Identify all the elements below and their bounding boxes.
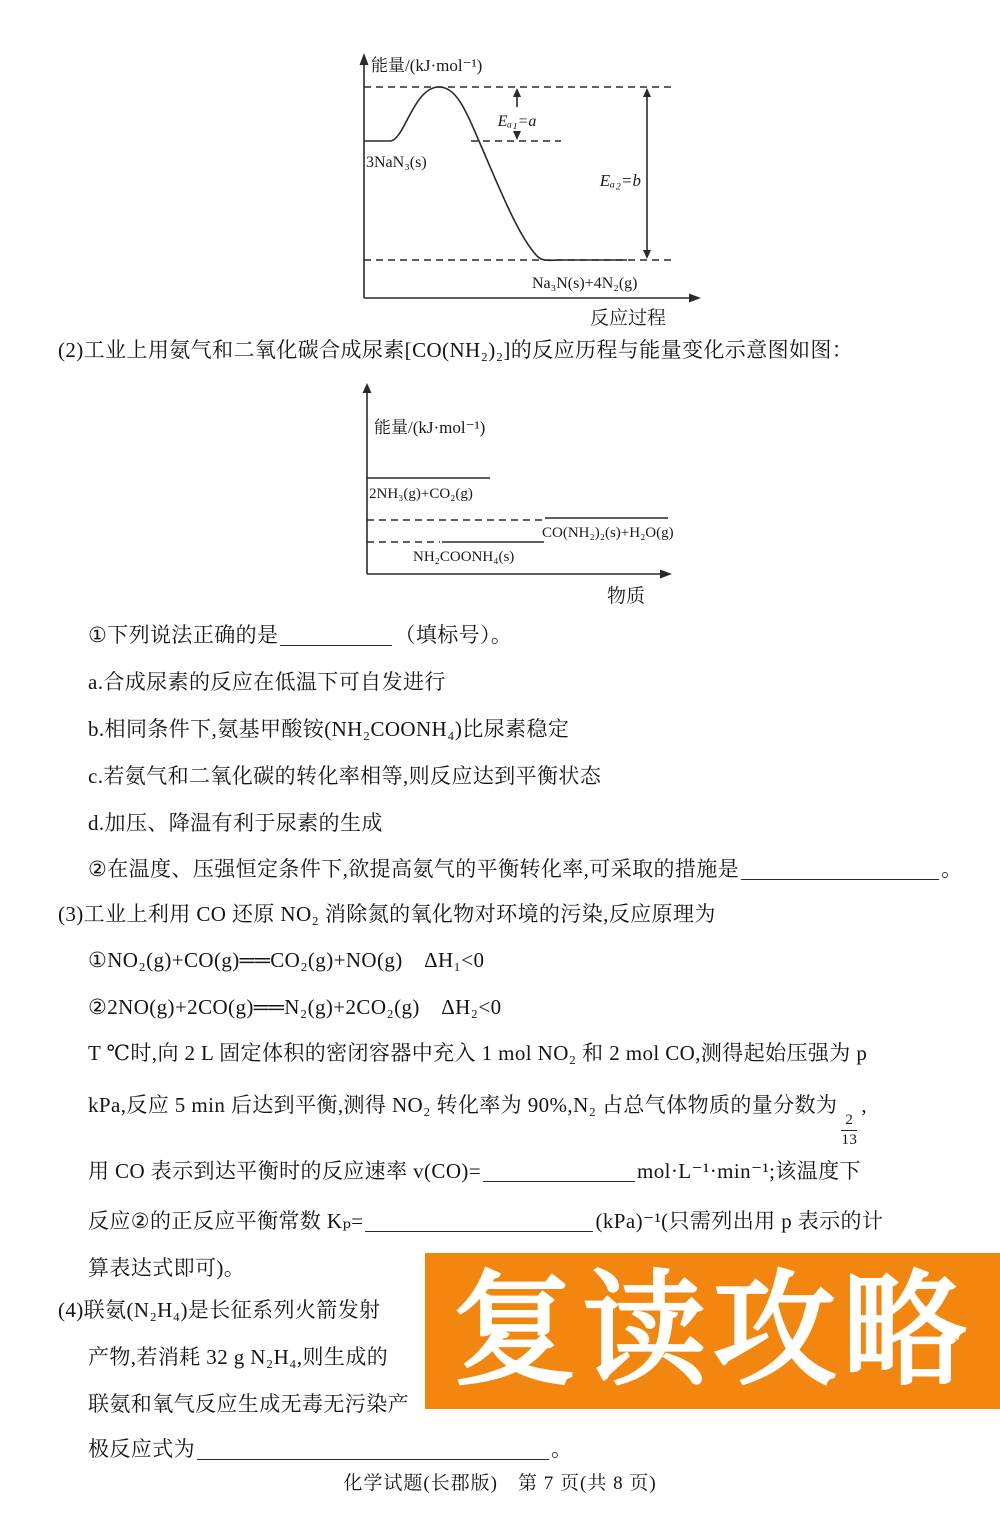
q2-sub2-pre: ②在温度、压强恒定条件下,欲提高氨气的平衡转化率,可采取的措施是	[88, 857, 740, 881]
level1-label: 2NH₃(g)+CO₂(g)	[369, 486, 473, 502]
x-axis-label: 物质	[607, 586, 646, 607]
answer-blank	[483, 1161, 635, 1182]
ea1-arrow-up-icon	[513, 88, 521, 97]
q2-sub2	[88, 856, 963, 883]
q4-line2: 产物,若消耗 32 g N₂H₄,则生成的	[88, 1345, 389, 1369]
reaction-curve	[364, 87, 627, 260]
q3-line2-post: ,	[861, 1093, 867, 1117]
q3-line4-post: (kPa)⁻¹(只需列出用 p 表示的计	[595, 1209, 884, 1233]
y-axis-arrow-icon	[363, 383, 372, 393]
ea1-label: Eₐ₁=a	[497, 113, 537, 130]
q4-line1: (4)联氨(N₂H₄)是长征系列火箭发射	[58, 1298, 381, 1322]
q2-sub1-post: （填标号）。	[394, 623, 513, 647]
q3-line4-pre: 反应②的正反应平衡常数 Kₚ=	[88, 1209, 364, 1233]
fraction-denominator: 13	[841, 1131, 858, 1148]
x-axis-arrow-icon	[689, 294, 701, 303]
q3-line1: T ℃时,向 2 L 固定体积的密闭容器中充入 1 mol NO₂ 和 2 mol CO,测得起始压强为 p	[88, 1041, 868, 1065]
urea-energy-diagram	[330, 375, 730, 610]
fraction-2-13	[841, 1112, 857, 1148]
x-axis-arrow-icon	[660, 570, 672, 579]
promo-banner	[425, 1253, 1000, 1409]
product-label: Na₃N(s)+4N₂(g)	[532, 275, 638, 292]
q4-line4-post: 。	[551, 1437, 573, 1461]
q2-option-c: c.若氨气和二氧化碳的转化率相等,则反应达到平衡状态	[88, 764, 602, 788]
q4-line4-pre: 极反应式为	[88, 1437, 195, 1461]
q3-line3	[88, 1158, 861, 1185]
q3-equation-1: ①NO₂(g)+CO(g)══CO₂(g)+NO(g) ΔH₁<0	[88, 948, 485, 972]
q2-option-b: b.相同条件下,氨基甲酸铵(NH₂COONH₄)比尿素稳定	[88, 717, 570, 741]
answer-blank	[365, 1211, 593, 1232]
ea1-arrow-down-icon	[513, 131, 521, 140]
ea2-arrow-up-icon	[643, 88, 651, 97]
q3-intro: (3)工业上利用 CO 还原 NO₂ 消除氮的氧化物对环境的污染,反应原理为	[58, 902, 716, 926]
q2-sub2-post: 。	[941, 857, 963, 881]
reactant-label: 3NaN₃(s)	[366, 154, 427, 171]
y-axis-label: 能量/(kJ·mol⁻¹)	[374, 418, 486, 437]
q4-line4	[88, 1436, 572, 1463]
q2-option-d: d.加压、降温有利于尿素的生成	[88, 811, 383, 835]
level3-label: NH₂COONH₄(s)	[413, 549, 515, 565]
y-axis-label: 能量/(kJ·mol⁻¹)	[371, 56, 483, 75]
level2-label: CO(NH₂)₂(s)+H₂O(g)	[542, 525, 674, 541]
q3-line2-pre: kPa,反应 5 min 后达到平衡,测得 NO₂ 转化率为 90%,N₂ 占总气体物质的量分数为	[88, 1093, 838, 1117]
fraction-numerator: 2	[841, 1112, 857, 1131]
x-axis-label: 反应过程	[590, 308, 667, 329]
energy-profile-diagram	[335, 45, 735, 345]
q2-sub1-pre: ①下列说法正确的是	[88, 623, 279, 647]
answer-blank	[741, 859, 939, 880]
q3-line4	[88, 1208, 883, 1235]
y-axis-arrow-icon	[360, 53, 369, 65]
q4-line3: 联氨和氧气反应生成无毒无污染产	[88, 1392, 409, 1416]
q3-line3-pre: 用 CO 表示到达平衡时的反应速率 v(CO)=	[88, 1159, 482, 1183]
q3-line3-post: mol·L⁻¹·min⁻¹;该温度下	[637, 1159, 861, 1183]
ea2-label: Eₐ₂=b	[599, 171, 641, 190]
q3-line2	[88, 1092, 867, 1148]
q2-sub1	[88, 622, 512, 649]
q3-equation-2: ②2NO(g)+2CO(g)══N₂(g)+2CO₂(g) ΔH₂<0	[88, 995, 502, 1019]
answer-blank	[280, 625, 392, 646]
q2-option-a: a.合成尿素的反应在低温下可自发进行	[88, 670, 446, 694]
q3-line5: 算表达式即可)。	[88, 1256, 246, 1280]
promo-banner-text: 复读攻略	[452, 1262, 973, 1400]
q2-intro: (2)工业上用氨气和二氧化碳合成尿素[CO(NH₂)₂]的反应历程与能量变化示意图如图：	[58, 338, 854, 362]
ea2-arrow-down-icon	[643, 250, 651, 259]
page-footer: 化学试题(长郡版) 第 7 页(共 8 页)	[343, 1473, 657, 1494]
answer-blank	[197, 1439, 549, 1460]
